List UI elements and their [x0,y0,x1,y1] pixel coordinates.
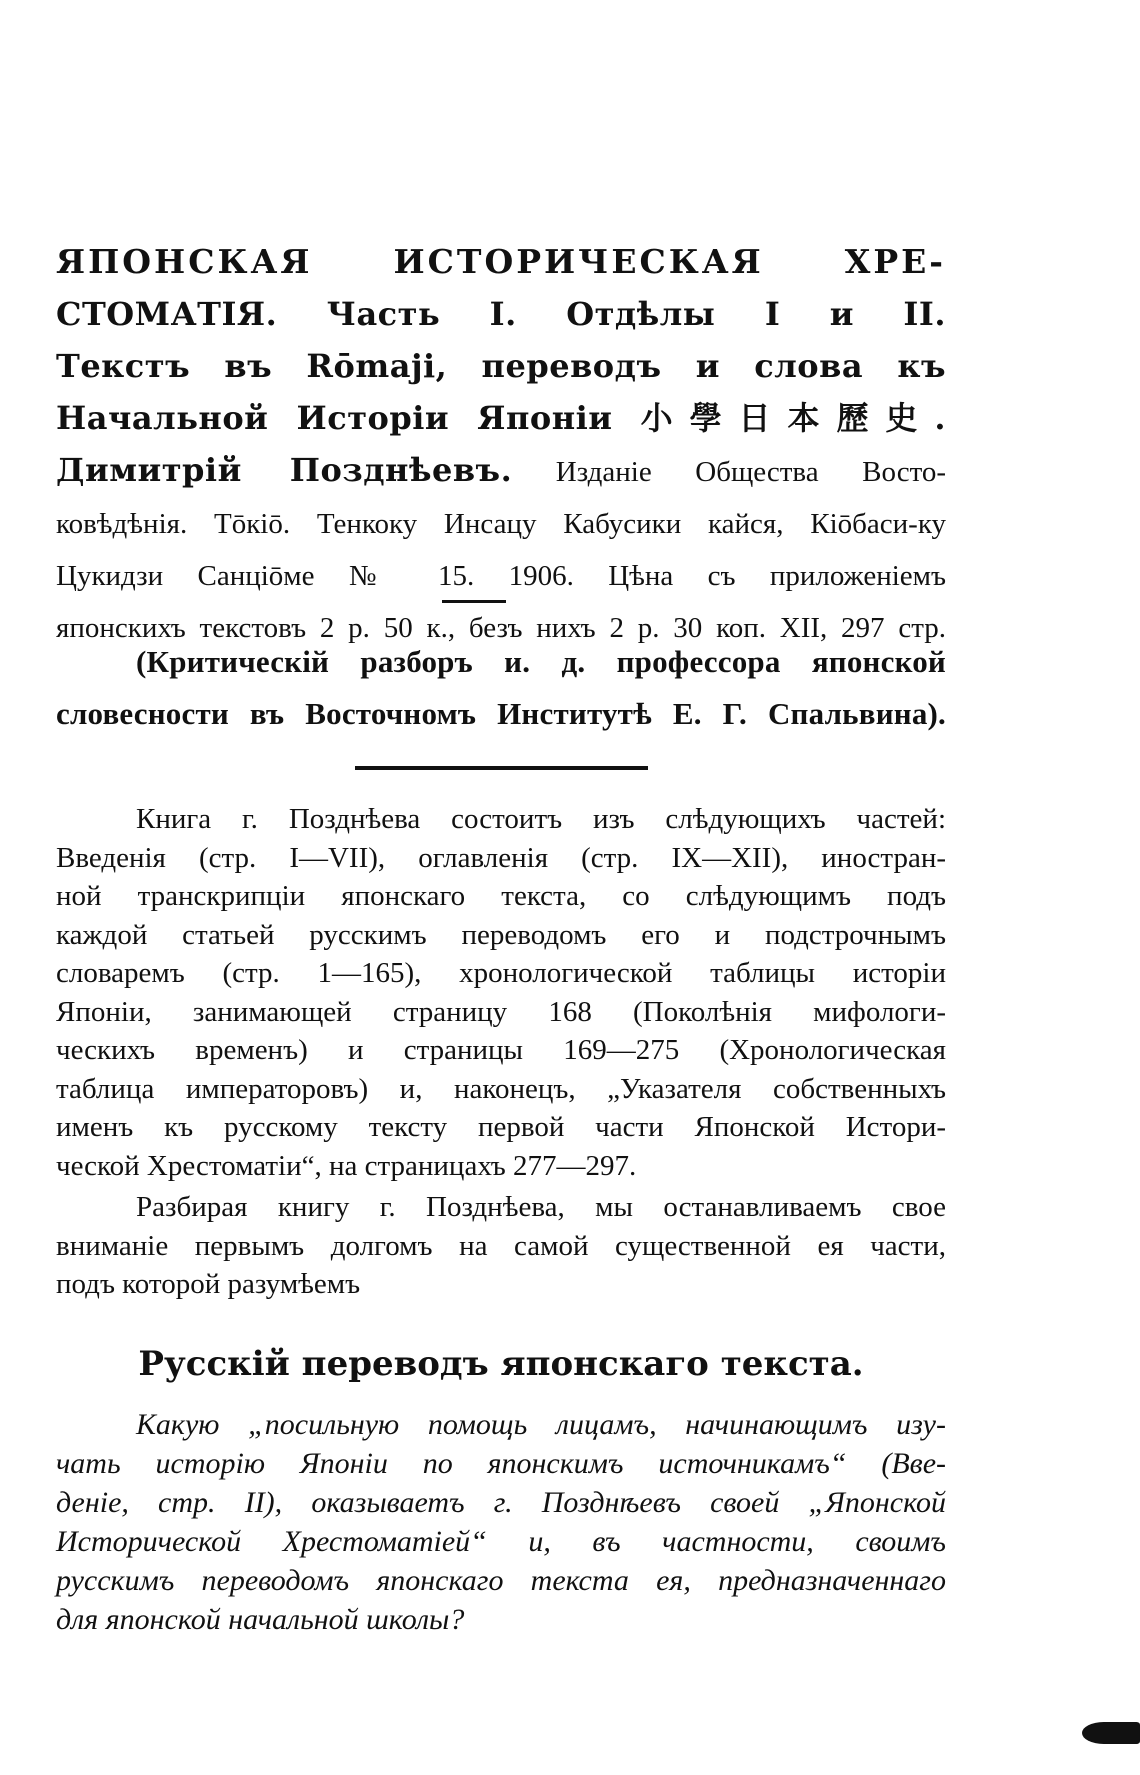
italic-line: русскимъ переводомъ японскаго текста ея, предназначеннаго [56,1564,946,1597]
address-price-line: Цукидзи Санціōме № 15. 1906. Цѣна съ приложеніемъ [56,560,946,592]
p2-line: подъ которой разумѣемъ [56,1268,361,1300]
heading-line-4: Начальной Исторіи Японіи 小學日本歷史. [56,399,946,437]
p1-line: таблица императоровъ) и, наконецъ, „Указателя собственныхъ [56,1072,946,1105]
publisher-line: ковѣдѣнія. Тōкіō. Тенкоку Инсацу Кабусики кайся, Кіōбаси-ку [56,508,946,540]
italic-paragraph [56,1405,946,1639]
p1-line: Японіи, занимающей страницу 168 (Поколѣнія мифологи- [56,995,946,1028]
p2-line: вниманіе первымъ долгомъ на самой существенной ея части, [56,1229,946,1262]
paragraph-1 [56,800,946,1185]
publisher-text: Изданіе Общества Восто- [555,456,947,488]
short-divider [442,600,506,603]
review-line-2: словесности въ Восточномъ Институтѣ Е. Г. Спальвина). [56,696,946,731]
heading-line-3: Текстъ въ Rōmaji, переводъ и слова къ [56,347,946,385]
paragraph-2 [56,1188,946,1304]
heading-line-1: ЯПОНСКАЯ ИСТОРИЧЕСКАЯ ХРЕ- [56,242,946,281]
p1-line: Введенія (стр. I—VII), оглавленія (стр. IX—XII), иностран- [56,841,946,874]
italic-line: деніе, стр. II), оказываетъ г. Позднѣевъ своей „Японской [56,1486,946,1519]
p1-line: ной транскрипціи японскаго текста, со слѣдующимъ подъ [56,880,946,912]
italic-line: Исторической Хрестоматіей“ и, въ частности, своимъ [56,1525,946,1558]
review-line-1: (Критическій разборъ и. д. профессора японской [136,644,946,679]
heading-line-2: СТОМАТІЯ. Часть I. Отдѣлы I и II. [56,295,946,333]
ink-blot [1082,1722,1140,1744]
p1-line: ческой Хрестоматіи“, на страницахъ 277—297. [56,1149,637,1182]
p1-line: каждой статьей русскимъ переводомъ его и подстрочнымъ [56,918,946,951]
italic-line: чать исторію Японіи по японскимъ источникамъ“ (Вве- [56,1447,946,1480]
long-divider [355,766,648,770]
italic-line: для японской начальной школы? [56,1603,465,1636]
book-title-heading [56,236,946,288]
p2-line: Разбирая книгу г. Позднѣева, мы останавливаемъ свое [136,1191,946,1223]
author-name: Димитрій Позднѣевъ. [56,451,513,489]
p1-line: Книга г. Позднѣева состоитъ изъ слѣдующихъ частей: [136,803,946,835]
review-subtitle [56,636,946,740]
italic-line: Какую „посильную помощь лицамъ, начинающимъ изу- [136,1408,946,1441]
section-title: Русскій переводъ японскаго текста. [138,1344,864,1384]
price-pages-line: японскихъ текстовъ 2 р. 50 к., безъ нихъ 2 р. 30 коп. XII, 297 стр. [56,612,946,644]
p1-line: словаремъ (стр. 1—165), хронологической таблицы исторіи [56,957,946,989]
p1-line: именъ къ русскому тексту первой части Японской Истори- [56,1111,946,1143]
author-line [56,444,946,498]
p1-line: ческихъ временъ) и страницы 169—275 (Хронологическая [56,1034,946,1066]
